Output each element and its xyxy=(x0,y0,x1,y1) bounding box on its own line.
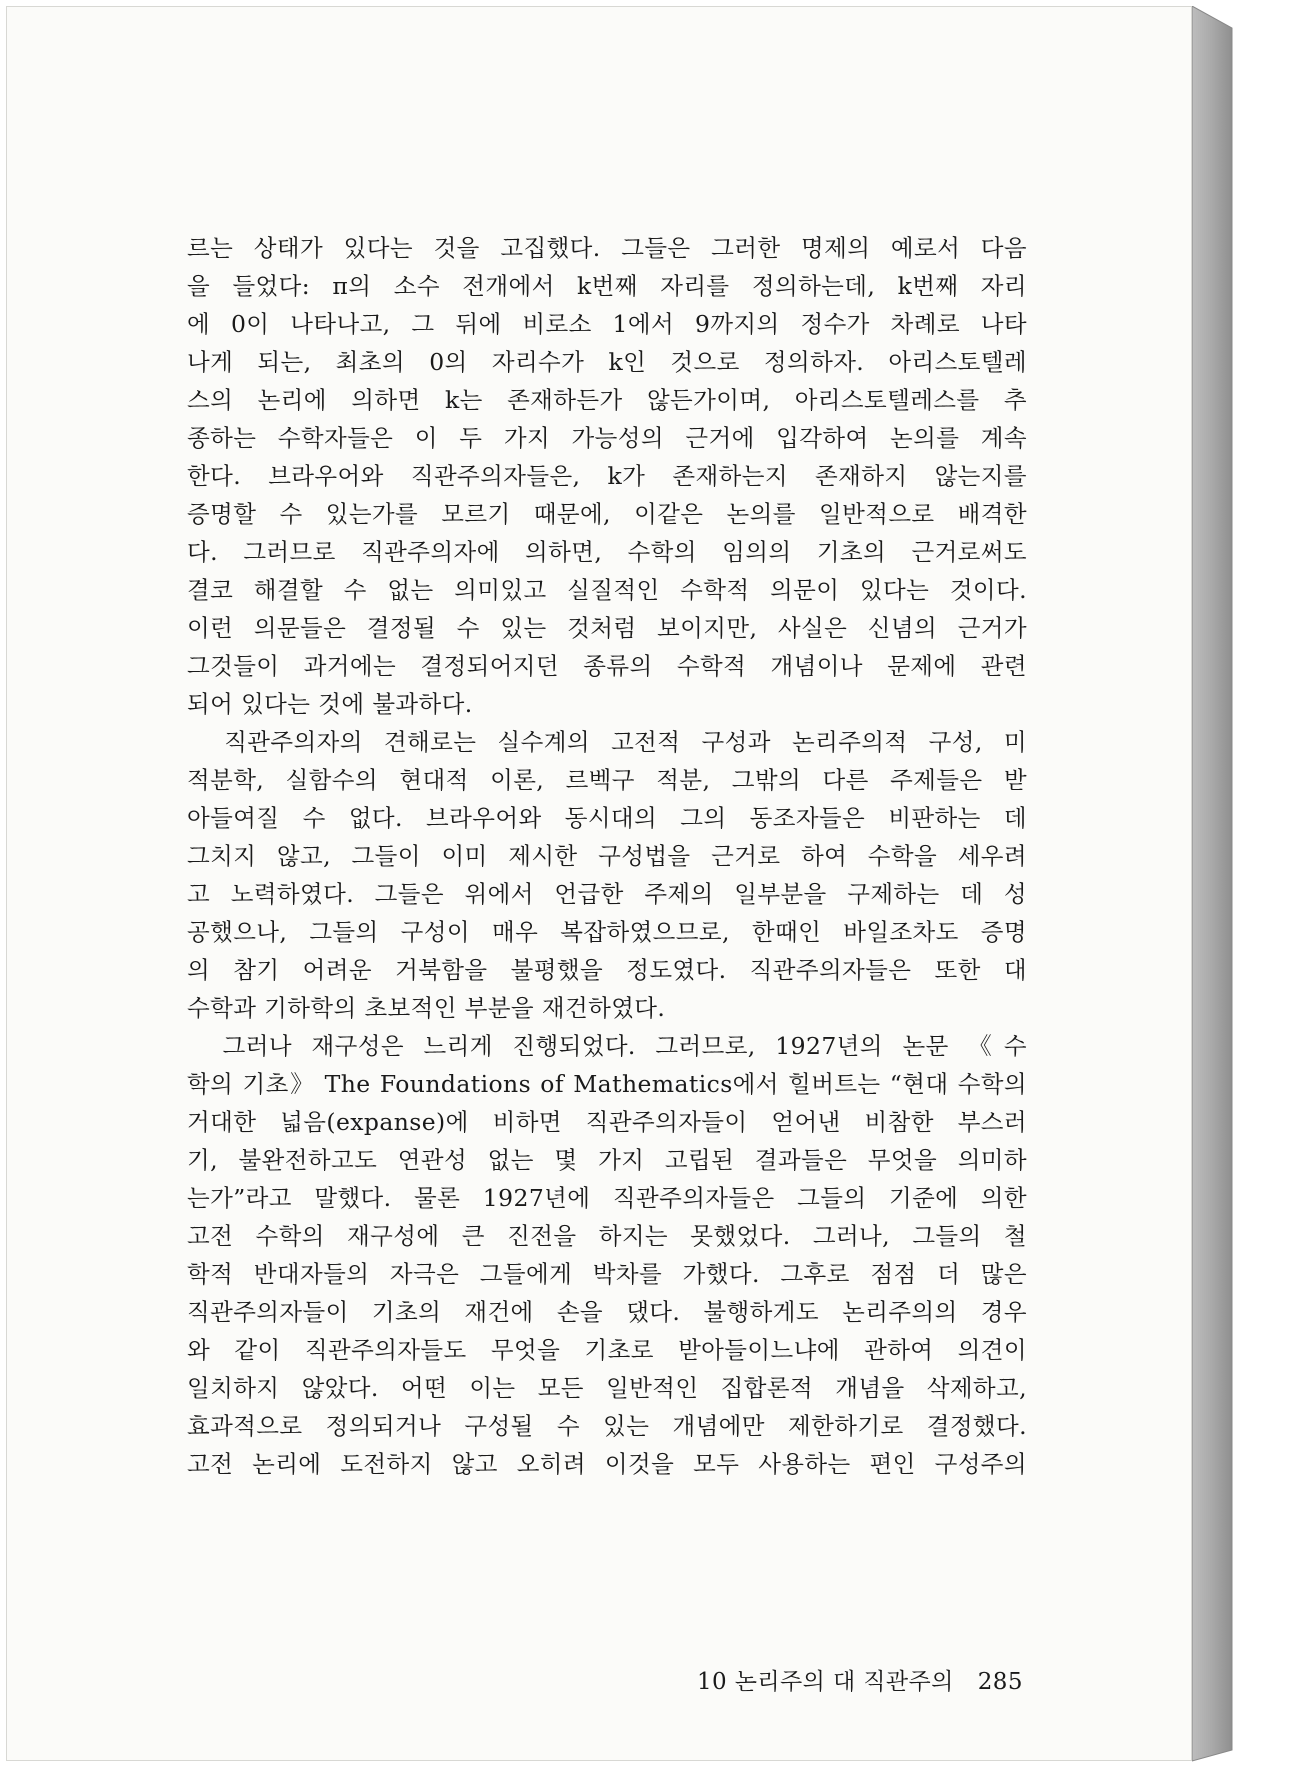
text-line: 고전 논리에 도전하지 않고 오히려 이것을 모두 사용하는 편인 구성주의 xyxy=(187,1450,1027,1478)
text-line: 학의 기초》 The Foundations of Mathematics에서 힐버트는 “현대 수학의 xyxy=(187,1070,1027,1098)
text-line: 르는 상태가 있다는 것을 고집했다. 그들은 그러한 명제의 예로서 다음 xyxy=(187,234,1027,262)
text-line: 되어 있다는 것에 불과하다. xyxy=(187,690,473,718)
text-line: 효과적으로 정의되거나 구성될 수 있는 개념에만 제한하기로 결정했다. xyxy=(187,1412,1027,1440)
page-number: 285 xyxy=(977,1669,1023,1695)
text-line: 다. 그러므로 직관주의자에 의하면, 수학의 임의의 기초의 근거로써도 xyxy=(187,538,1027,566)
text-line: 증명할 수 있는가를 모르기 때문에, 이같은 논의를 일반적으로 배격한 xyxy=(187,500,1027,528)
text-line: 결코 해결할 수 없는 의미있고 실질적인 수학적 의문이 있다는 것이다. xyxy=(187,576,1027,604)
text-line: 아들여질 수 없다. 브라우어와 동시대의 그의 동조자들은 비판하는 데 xyxy=(187,804,1027,832)
text-line: 일치하지 않았다. 어떤 이는 모든 일반적인 집합론적 개념을 삭제하고, xyxy=(187,1374,1027,1402)
text-line: 는가”라고 말했다. 물론 1927년에 직관주의자들은 그들의 기준에 의한 xyxy=(187,1184,1027,1212)
text-line: 수학과 기하학의 초보적인 부분을 재건하였다. xyxy=(187,994,666,1022)
text-line: 그것들이 과거에는 결정되어지던 종류의 수학적 개념이나 문제에 관련 xyxy=(187,652,1027,680)
text-line: 그치지 않고, 그들이 이미 제시한 구성법을 근거로 하여 수학을 세우려 xyxy=(187,842,1027,870)
text-line: 종하는 수학자들은 이 두 가지 가능성의 근거에 입각하여 논의를 계속 xyxy=(187,424,1027,452)
text-line: 이런 의문들은 결정될 수 있는 것처럼 보이지만, 사실은 신념의 근거가 xyxy=(187,614,1027,642)
text-line: 와 같이 직관주의자들도 무엇을 기초로 받아들이느냐에 관하여 의견이 xyxy=(187,1336,1027,1364)
chapter-title: 10 논리주의 대 직관주의 xyxy=(697,1669,954,1695)
text-line: 고전 수학의 재구성에 큰 진전을 하지는 못했었다. 그러나, 그들의 철 xyxy=(187,1222,1027,1250)
text-line: 스의 논리에 의하면 k는 존재하든가 않든가이며, 아리스토텔레스를 추 xyxy=(187,386,1027,414)
text-line: 거대한 넓음(expanse)에 비하면 직관주의자들이 얻어낸 비참한 부스러 xyxy=(187,1108,1027,1136)
text-line: 기, 불완전하고도 연관성 없는 몇 가지 고립된 결과들은 무엇을 의미하 xyxy=(187,1146,1027,1174)
text-line: 그러나 재구성은 느리게 진행되었다. 그러므로, 1927년의 논문 《수 xyxy=(187,1032,1027,1060)
text-line: 을 들었다: π의 소수 전개에서 k번째 자리를 정의하는데, k번째 자리 xyxy=(187,272,1027,300)
text-line: 한다. 브라우어와 직관주의자들은, k가 존재하는지 존재하지 않는지를 xyxy=(187,462,1027,490)
body-text xyxy=(187,229,1027,1483)
text-line: 직관주의자들이 기초의 재건에 손을 댔다. 불행하게도 논리주의의 경우 xyxy=(187,1298,1027,1326)
text-line: 직관주의자의 견해로는 실수계의 고전적 구성과 논리주의적 구성, 미 xyxy=(187,728,1027,756)
text-line: 학적 반대자들의 자극은 그들에게 박차를 가했다. 그후로 점점 더 많은 xyxy=(187,1260,1027,1288)
page-footer xyxy=(697,1663,1027,1696)
text-line: 나게 되는, 최초의 0의 자리수가 k인 것으로 정의하자. 아리스토텔레 xyxy=(187,348,1027,376)
text-line: 의 참기 어려운 거북함을 불평했을 정도였다. 직관주의자들은 또한 대 xyxy=(187,956,1027,984)
text-line: 적분학, 실함수의 현대적 이론, 르벡구 적분, 그밖의 다른 주제들은 받 xyxy=(187,766,1027,794)
text-line: 공했으나, 그들의 구성이 매우 복잡하였으므로, 한때인 바일조차도 증명 xyxy=(187,918,1027,946)
text-line: 에 0이 나타나고, 그 뒤에 비로소 1에서 9까지의 정수가 차례로 나타 xyxy=(187,310,1027,338)
text-line: 고 노력하였다. 그들은 위에서 언급한 주제의 일부분을 구제하는 데 성 xyxy=(187,880,1027,908)
book-page xyxy=(6,6,1192,1761)
